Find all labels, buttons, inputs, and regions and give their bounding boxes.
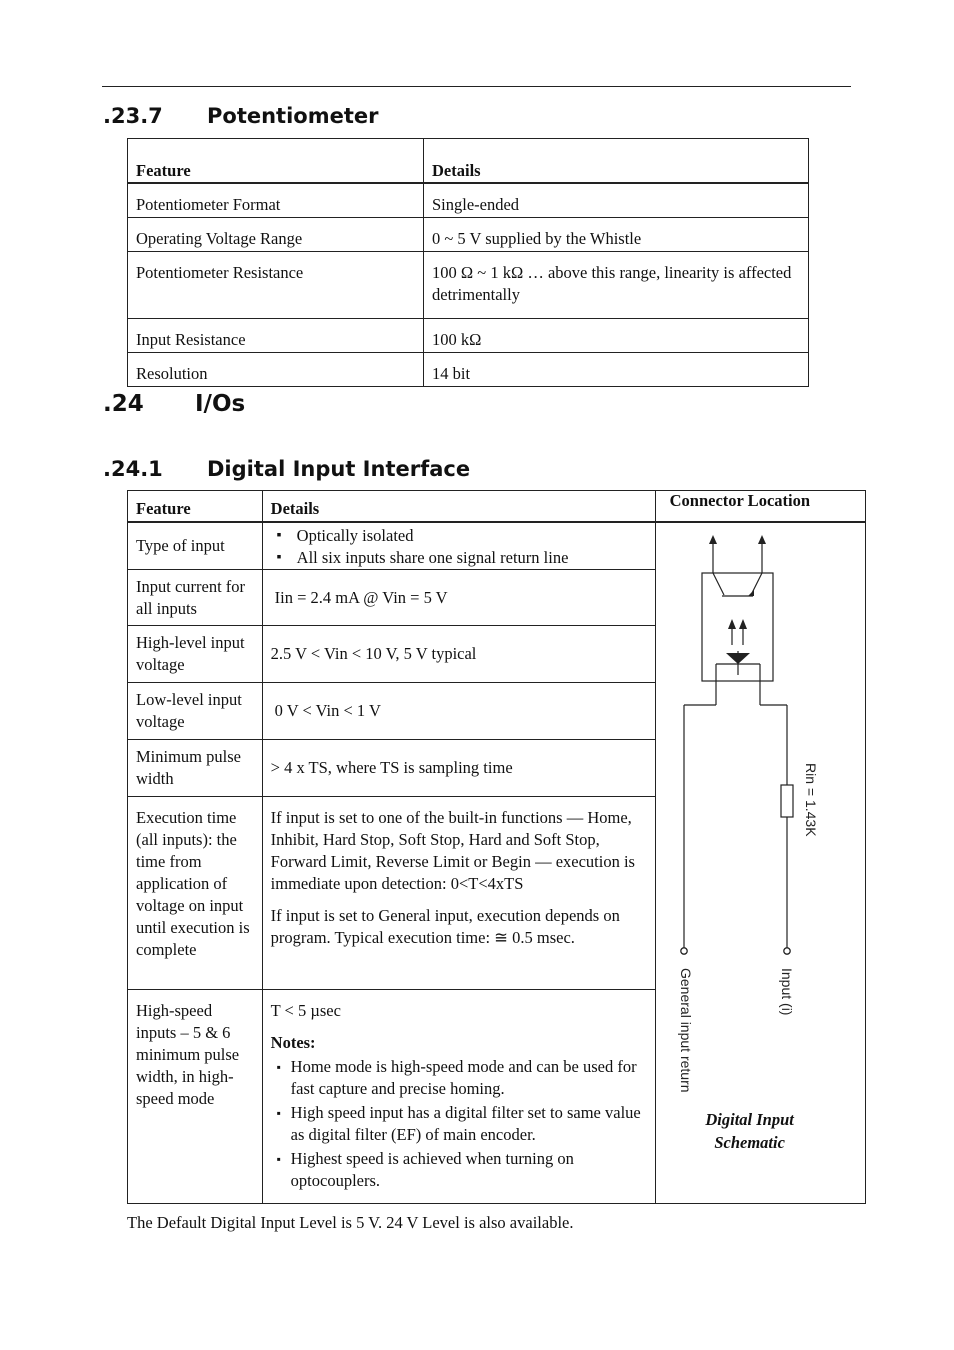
caption-line: Digital Input xyxy=(705,1110,794,1129)
list-item: ▪ Highest speed is achieved when turning on optocouplers. xyxy=(271,1148,647,1192)
header-details: Details xyxy=(424,139,809,184)
schematic-caption xyxy=(656,1108,844,1154)
table-row xyxy=(128,183,809,218)
header-feature: Feature xyxy=(128,491,263,523)
feature-cell: Low-level input voltage xyxy=(128,683,263,740)
list-item: ▪ Home mode is high-speed mode and can be used for fast capture and precise homing. xyxy=(271,1056,647,1100)
digital-input-schematic xyxy=(656,523,844,1203)
details-cell xyxy=(262,797,655,989)
bullet-list xyxy=(271,525,647,569)
details-cell: > 4 x TS, where TS is sampling time xyxy=(262,740,655,797)
top-rule xyxy=(102,86,851,87)
section-title: Potentiometer xyxy=(207,104,379,128)
details-cell xyxy=(262,522,655,570)
general-input-return-label: General input return xyxy=(677,968,694,1093)
paragraph: If input is set to one of the built-in functions — Home, Inhibit, Hard Stop, Soft Stop, Hard and Soft Stop, Forward Limit, Reverse Limit or Begin — execution is immediate upon detection: 0<T<4xTS xyxy=(270,808,635,894)
list-item: ▪ High speed input has a digital filter set to same value as digital filter (EF) of main encoder. xyxy=(271,1102,647,1146)
section-title: I/Os xyxy=(195,391,246,417)
feature-cell: High-speed inputs – 5 & 6 minimum pulse width, in high-speed mode xyxy=(128,989,263,1203)
feature-cell: Resolution xyxy=(128,353,424,387)
details-cell: 0 ~ 5 V supplied by the Whistle xyxy=(424,218,809,252)
table-row xyxy=(128,522,866,570)
details-cell: Iin = 2.4 mA @ Vin = 5 V xyxy=(262,570,655,626)
table-row xyxy=(128,252,809,319)
header-details: Details xyxy=(262,491,655,523)
feature-cell: High-level input voltage xyxy=(128,626,263,683)
details-cell: 2.5 V < Vin < 10 V, 5 V typical xyxy=(262,626,655,683)
feature-cell: Input Resistance xyxy=(128,319,424,353)
details-cell: 100 Ω ~ 1 kΩ … above this range, linearity is affected detrimentally xyxy=(424,252,809,319)
notes-list xyxy=(271,1056,647,1192)
potentiometer-table xyxy=(127,138,809,387)
feature-cell: Execution time (all inputs): the time from application of voltage on input until execution is complete xyxy=(128,797,263,989)
table-header-row xyxy=(128,491,866,523)
details-cell: 0 V < Vin < 1 V xyxy=(262,683,655,740)
feature-cell: Potentiometer Resistance xyxy=(128,252,424,319)
section-heading-digital-input xyxy=(103,457,470,481)
details-cell: 14 bit xyxy=(424,353,809,387)
details-cell xyxy=(262,989,655,1203)
header-feature: Feature xyxy=(128,139,424,184)
details-cell: Single-ended xyxy=(424,183,809,218)
footer-note: The Default Digital Input Level is 5 V. 24 V Level is also available. xyxy=(127,1213,574,1232)
paragraph: If input is set to General input, execution depends on program. Typical execution time: ≅ 0.5 msec. xyxy=(270,906,620,948)
notes-label: Notes: xyxy=(270,1032,316,1052)
caption-line: Schematic xyxy=(714,1133,785,1152)
resistor-label: Rin = 1.43K xyxy=(802,763,819,837)
table-row xyxy=(128,353,809,387)
section-number: .23.7 xyxy=(103,104,163,128)
feature-cell: Type of input xyxy=(128,522,263,570)
digital-input-table xyxy=(127,490,866,1204)
schematic-drawing xyxy=(656,523,844,1203)
section-heading-potentiometer xyxy=(103,104,378,128)
feature-cell: Minimum pulse width xyxy=(128,740,263,797)
table-header-row xyxy=(128,139,809,184)
section-title: Digital Input Interface xyxy=(207,457,471,481)
section-number: .24 xyxy=(103,391,144,417)
details-cell: 100 kΩ xyxy=(424,319,809,353)
paragraph: T < 5 µsec xyxy=(270,1000,341,1020)
feature-cell: Operating Voltage Range xyxy=(128,218,424,252)
list-item: ▪ All six inputs share one signal return line xyxy=(271,547,647,569)
input-terminal-label: Input (i) xyxy=(778,968,795,1016)
connector-location-cell xyxy=(655,522,865,1204)
feature-cell: Potentiometer Format xyxy=(128,183,424,218)
section-heading-ios xyxy=(103,391,245,417)
list-item: ▪ Optically isolated xyxy=(271,525,647,547)
feature-cell: Input current for all inputs xyxy=(128,570,263,626)
section-number: .24.1 xyxy=(103,457,163,481)
header-connector-location: Connector Location xyxy=(655,491,865,523)
table-row xyxy=(128,218,809,252)
table-row xyxy=(128,319,809,353)
